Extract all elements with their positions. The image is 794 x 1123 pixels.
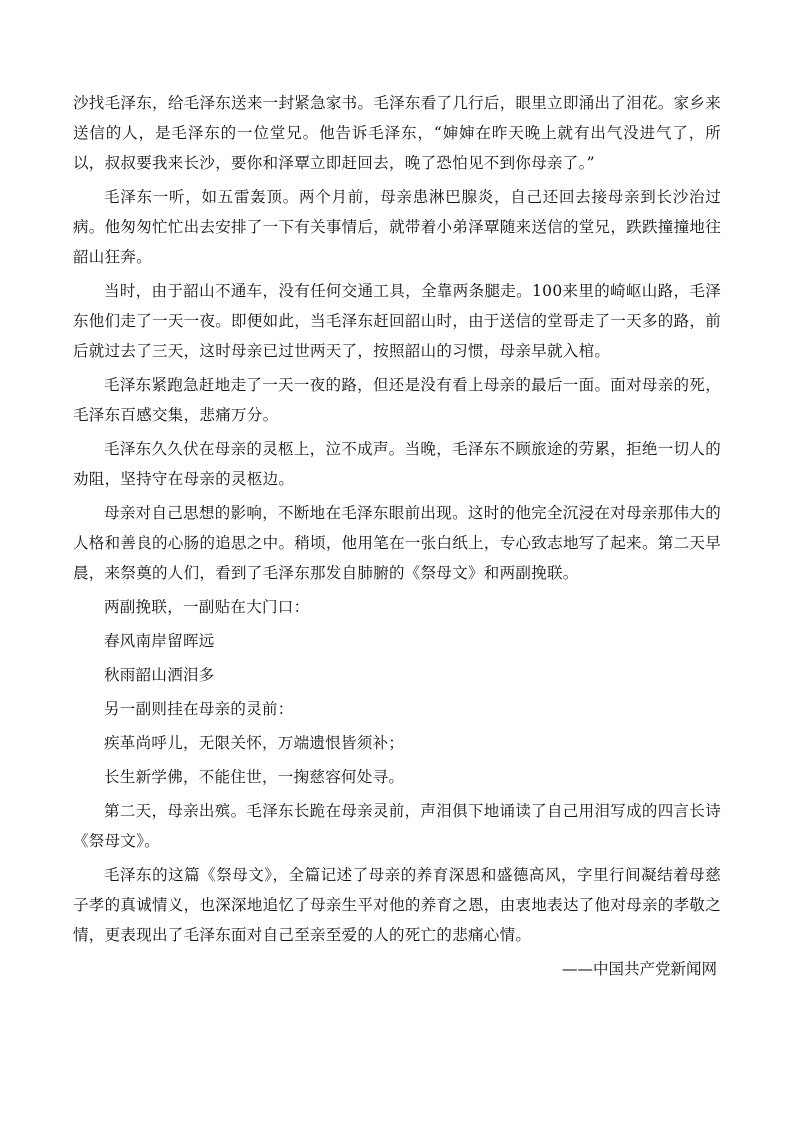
article-body: [73, 88, 721, 984]
paragraph-8: 毛泽东的这篇《祭母文》，全篇记述了母亲的养育深恩和盛德高风，字里行间凝结着母慈子孝的真诚情义，也深深地追忆了母亲生平对他的养育之恩，由衷地表达了他对母亲的孝敬之情，更表现出了毛泽东面对自己至亲至爱的人的死亡的悲痛心情。: [73, 866, 721, 944]
paragraph-6: 母亲对自己思想的影响，不断地在毛泽东眼前出现。这时的他完全沉浸在对母亲那伟大的人格和善良的心肠的追思之中。稍顷，他用笔在一张白纸上，专心致志地写了起来。第二天早晨，来祭奠的人们，看到了毛泽东那发自肺腑的《祭母文》和两副挽联。: [73, 504, 721, 582]
couplet-line-2: 秋雨韶山洒泪多: [104, 666, 215, 684]
source-attribution: ——中国共产党新闻网: [561, 960, 717, 978]
paragraph-2: 毛泽东一听，如五雷轰顶。两个月前，母亲患淋巴腺炎，自己还回去接母亲到长沙治过病。他匆匆忙忙出去安排了一下有关事情后，就带着小弟泽覃随来送信的堂兄，跌跌撞撞地往韶山狂奔。: [73, 188, 721, 266]
paragraph-5: 毛泽东久久伏在母亲的灵柩上，泣不成声。当晚，毛泽东不顾旅途的劳累，拒绝一切人的劝阻，坚持守在母亲的灵柩边。: [73, 440, 721, 488]
couplet-intro-1: 两副挽联，一副贴在大门口：: [104, 598, 310, 616]
couplet-line-3: 疾革尚呼儿，无限关怀，万端遗恨皆须补；: [104, 734, 405, 752]
paragraph-7: 第二天，母亲出殡。毛泽东长跪在母亲灵前，声泪俱下地诵读了自己用泪写成的四言长诗《祭母文》。: [73, 802, 721, 850]
paragraph-4: 毛泽东紧跑急赶地走了一天一夜的路，但还是没有看上母亲的最后一面。面对母亲的死，毛泽东百感交集，悲痛万分。: [73, 376, 721, 424]
couplet-line-4: 长生新学佛，不能住世，一掬慈容何处寻。: [104, 768, 405, 786]
paragraph-3: 当时，由于韶山不通车，没有任何交通工具，全靠两条腿走。100来里的崎岖山路，毛泽东他们走了一天一夜。即便如此，当毛泽东赶回韶山时，由于送信的堂哥走了一天多的路，前后就过去了三天，这时母亲已过世两天了，按照韶山的习惯，母亲早就入棺。: [73, 282, 721, 360]
couplet-line-1: 春风南岸留晖远: [104, 632, 215, 650]
paragraph-1: 沙找毛泽东，给毛泽东送来一封紧急家书。毛泽东看了几行后，眼里立即涌出了泪花。家乡来送信的人，是毛泽东的一位堂兄。他告诉毛泽东，“婶婶在昨天晚上就有出气没进气了，所以，叔叔要我来长沙，要你和泽覃立即赶回去，晚了恐怕见不到你母亲了。”: [73, 94, 721, 172]
couplet-intro-2: 另一副则挂在母亲的灵前：: [104, 700, 294, 718]
